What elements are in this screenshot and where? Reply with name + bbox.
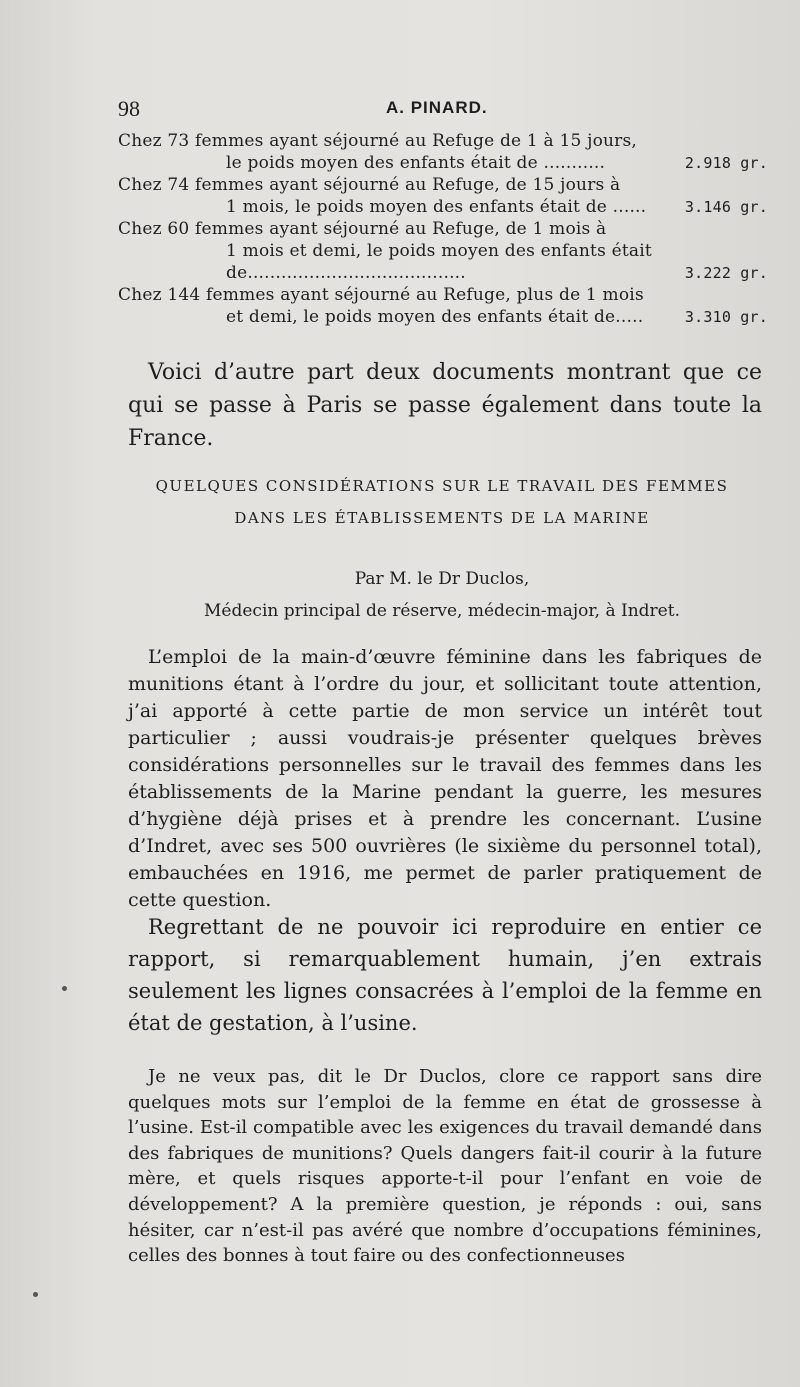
stat-value: 3.310 gr. [684, 308, 768, 326]
page-number: 98 [118, 96, 140, 121]
stat-value: 3.146 gr. [684, 198, 768, 216]
byline-author: Par M. le Dr Duclos, [354, 569, 530, 589]
stat-value: 2.918 gr. [684, 154, 768, 172]
statistics-list [118, 130, 768, 328]
ink-speck [33, 1292, 38, 1297]
stat-entry [118, 218, 768, 284]
stat-value: 3.222 gr. [684, 264, 768, 282]
stat-text: Chez 73 femmes ayant séjourné au Refuge de 1 à 15 jours, [118, 131, 638, 151]
stat-text-continued: 1 mois et demi, le poids moyen des enfants était de....................................... [226, 241, 652, 283]
body-paragraph: Je ne veux pas, dit le Dr Duclos, clore ce rapport sans dire quelques mots sur l’emploi de la femme en état de grossesse à l’usine. Est-il compatible avec les exigences du travail demandé dans des fabriques de munitions? Quels dangers fait-il courir à la future mère, et quels risques apporte-t-il pour l’enfant en voie de développement? A la première question, je réponds : oui, sans hésiter, car n’est-il pas avéré que nombre d’occupations féminines, celles des bonnes à tout faire ou des confectionneuses [128, 1066, 762, 1267]
page-header [118, 96, 758, 126]
stat-text-continued: le poids moyen des enfants était de ........... [226, 153, 606, 173]
stat-entry [118, 174, 768, 218]
stat-text: Chez 74 femmes ayant séjourné au Refuge, de 15 jours à [118, 175, 621, 195]
intro-paragraph: Voici d’autre part deux documents montrant que ce qui se passe à Paris se passe également dans toute la France. [128, 360, 762, 451]
body-paragraph: L’emploi de la main-d’œuvre féminine dans les fabriques de munitions étant à l’ordre du jour, et sollicitant toute attention, j’ai apporté à cette partie de mon service un intérêt tout particulier ; aussi voudrais-je présenter quelques brèves considérations personnelles sur le travail des femmes dans les établissements de la Marine pendant la guerre, les mesures d’hygiène déjà prises et à prendre les concernant. L’usine d’Indret, avec ses 500 ouvrières (le sixième du personnel total), embauchées en 1916, me permet de parler pratiquement de cette question. [128, 646, 762, 911]
stat-entry [118, 130, 768, 174]
section-heading [120, 470, 764, 534]
stat-text: Chez 144 femmes ayant séjourné au Refuge, plus de 1 mois [118, 285, 644, 305]
body-paragraph: Regrettant de ne pouvoir ici reproduire en entier ce rapport, si remarquablement humain, j’en extrais seulement les lignes consacrées à l’emploi de la femme en état de gestation, à l’usine. [128, 915, 762, 1035]
stat-text: Chez 60 femmes ayant séjourné au Refuge, de 1 mois à [118, 219, 607, 239]
stat-text-continued: 1 mois, le poids moyen des enfants était de ...... [226, 197, 647, 217]
running-head: A. PINARD. [386, 98, 488, 117]
byline [120, 563, 764, 627]
byline-affiliation: Médecin principal de réserve, médecin-major, à Indret. [204, 601, 680, 621]
stat-text-continued: et demi, le poids moyen des enfants était de..... [226, 307, 644, 327]
section-heading-line-1: QUELQUES CONSIDÉRATIONS SUR LE TRAVAIL DES FEMMES [155, 477, 729, 495]
section-heading-line-2: DANS LES ÉTABLISSEMENTS DE LA MARINE [234, 509, 650, 527]
ink-speck [62, 986, 67, 991]
stat-entry [118, 284, 768, 328]
